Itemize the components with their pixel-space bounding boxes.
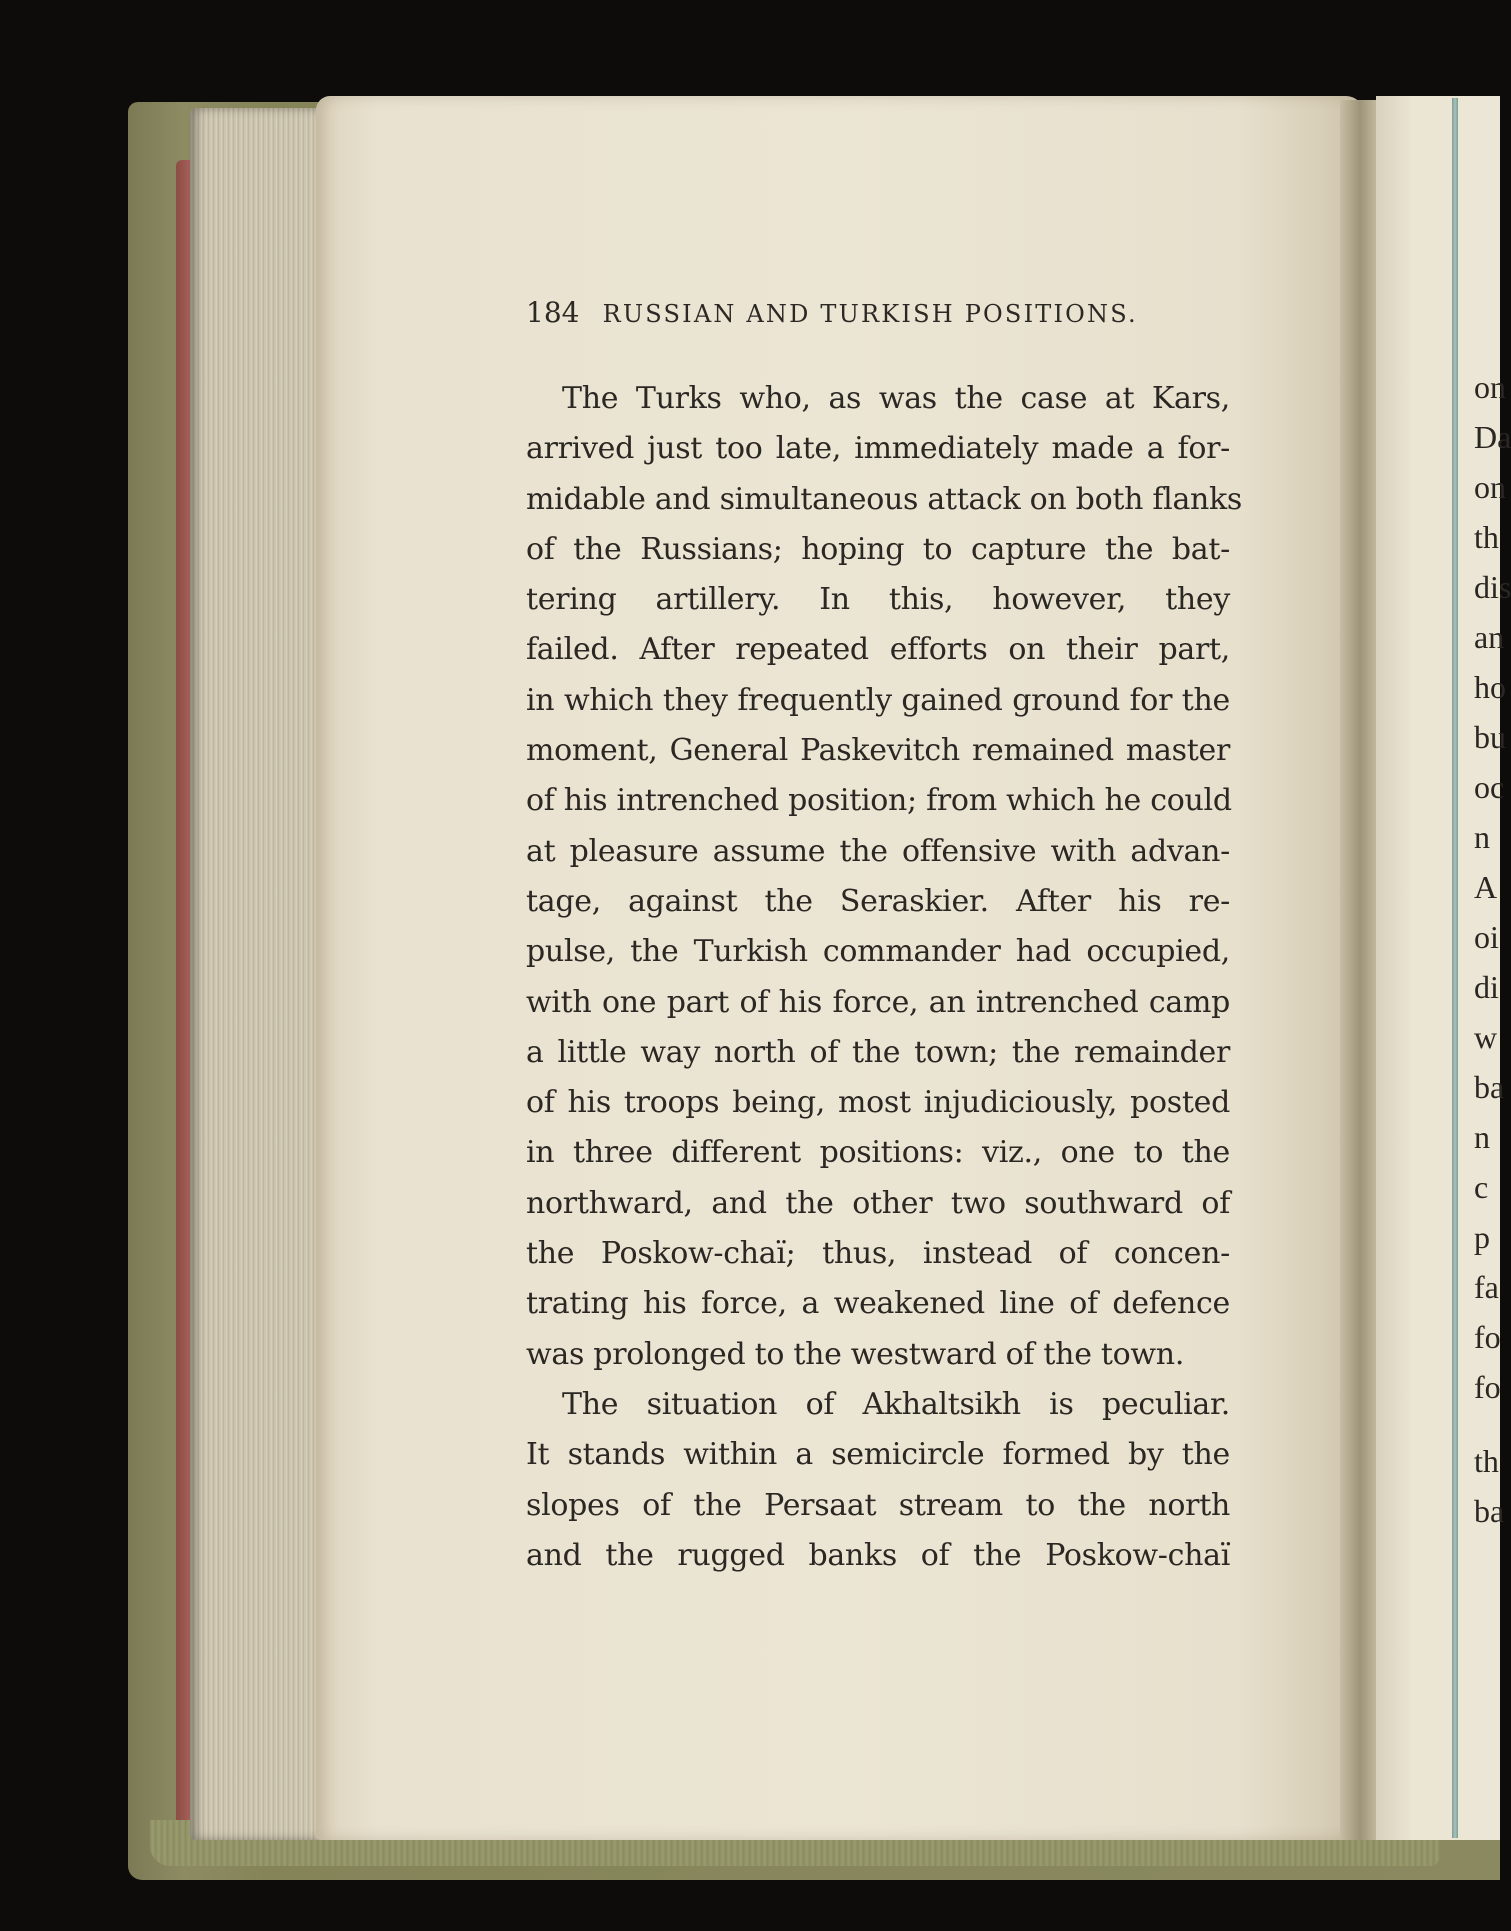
- text-line: in three different positions: viz., one to the: [526, 1135, 1230, 1171]
- page-number: 184: [526, 296, 580, 329]
- facing-page-rule: [1452, 98, 1458, 1838]
- facing-fragment: oc: [1474, 769, 1505, 805]
- facing-fragment: bu: [1474, 719, 1506, 755]
- text-line: pulse, the Turkish commander had occupied,: [526, 934, 1230, 970]
- facing-fragment: Da: [1474, 419, 1511, 455]
- text-line: midable and simultaneous attack on both flanks: [526, 481, 1243, 517]
- text-line: the Poskow-chaï; thus, instead of concen-: [526, 1236, 1230, 1272]
- book-gutter: [1340, 100, 1380, 1840]
- running-head: [526, 296, 1232, 329]
- facing-fragment: th: [1474, 1443, 1499, 1479]
- text-line: The Turks who, as was the case at Kars,: [562, 381, 1230, 416]
- text-line: with one part of his force, an intrenched camp: [526, 984, 1230, 1020]
- facing-fragment: on: [1474, 469, 1506, 505]
- facing-fragment: on: [1474, 369, 1506, 405]
- text-line: in which they frequently gained ground for the: [526, 682, 1230, 718]
- text-line: moment, General Paskevitch remained master: [526, 733, 1230, 769]
- facing-fragment: n: [1474, 1119, 1490, 1155]
- facing-page-text: [1474, 362, 1511, 1536]
- facing-fragment: n: [1474, 819, 1490, 855]
- facing-fragment: ba: [1474, 1493, 1505, 1529]
- text-line: at pleasure assume the offensive with advan-: [526, 833, 1230, 869]
- facing-fragment: an: [1474, 619, 1505, 655]
- text-line: failed. After repeated efforts on their part,: [526, 632, 1230, 668]
- facing-fragment: ba: [1474, 1069, 1505, 1105]
- text-line: The situation of Akhaltsikh is peculiar.: [562, 1386, 1230, 1422]
- facing-fragment: di: [1474, 969, 1499, 1005]
- page-stack: [190, 108, 330, 1840]
- text-line: arrived just too late, immediately made a for-: [526, 431, 1230, 467]
- text-line: was prolonged to the westward of the town.: [526, 1336, 1185, 1372]
- text-line: trating his force, a weakened line of defence: [526, 1286, 1230, 1322]
- facing-fragment: th: [1474, 519, 1499, 555]
- facing-fragment: p: [1474, 1219, 1490, 1255]
- body-text: [526, 374, 1243, 1581]
- text-line: northward, and the other two southward of: [526, 1185, 1230, 1221]
- text-line: of his intrenched position; from which he could: [526, 783, 1232, 819]
- text-line: of his troops being, most injudiciously, posted: [526, 1085, 1230, 1121]
- text-line: of the Russians; hoping to capture the bat-: [526, 531, 1230, 567]
- running-head-title: RUSSIAN AND TURKISH POSITIONS.: [602, 300, 1138, 328]
- facing-fragment: fa: [1474, 1269, 1499, 1305]
- text-line: a little way north of the town; the remainder: [526, 1034, 1230, 1070]
- text-line: It stands within a semicircle formed by the: [526, 1437, 1230, 1473]
- facing-fragment: w: [1474, 1019, 1498, 1055]
- facing-fragment: A: [1474, 869, 1498, 905]
- text-line: and the rugged banks of the Poskow-chaï: [526, 1537, 1230, 1573]
- facing-fragment: fo: [1474, 1319, 1501, 1355]
- facing-fragment: ho: [1474, 669, 1506, 705]
- facing-fragment: dis: [1474, 569, 1511, 605]
- text-line: tage, against the Seraskier. After his re-: [526, 883, 1230, 919]
- facing-fragment: fo: [1474, 1369, 1501, 1405]
- text-line: tering artillery. In this, however, they: [526, 582, 1230, 618]
- facing-fragment: oi: [1474, 919, 1499, 955]
- text-line: slopes of the Persaat stream to the north: [526, 1487, 1230, 1523]
- facing-fragment: c: [1474, 1169, 1489, 1205]
